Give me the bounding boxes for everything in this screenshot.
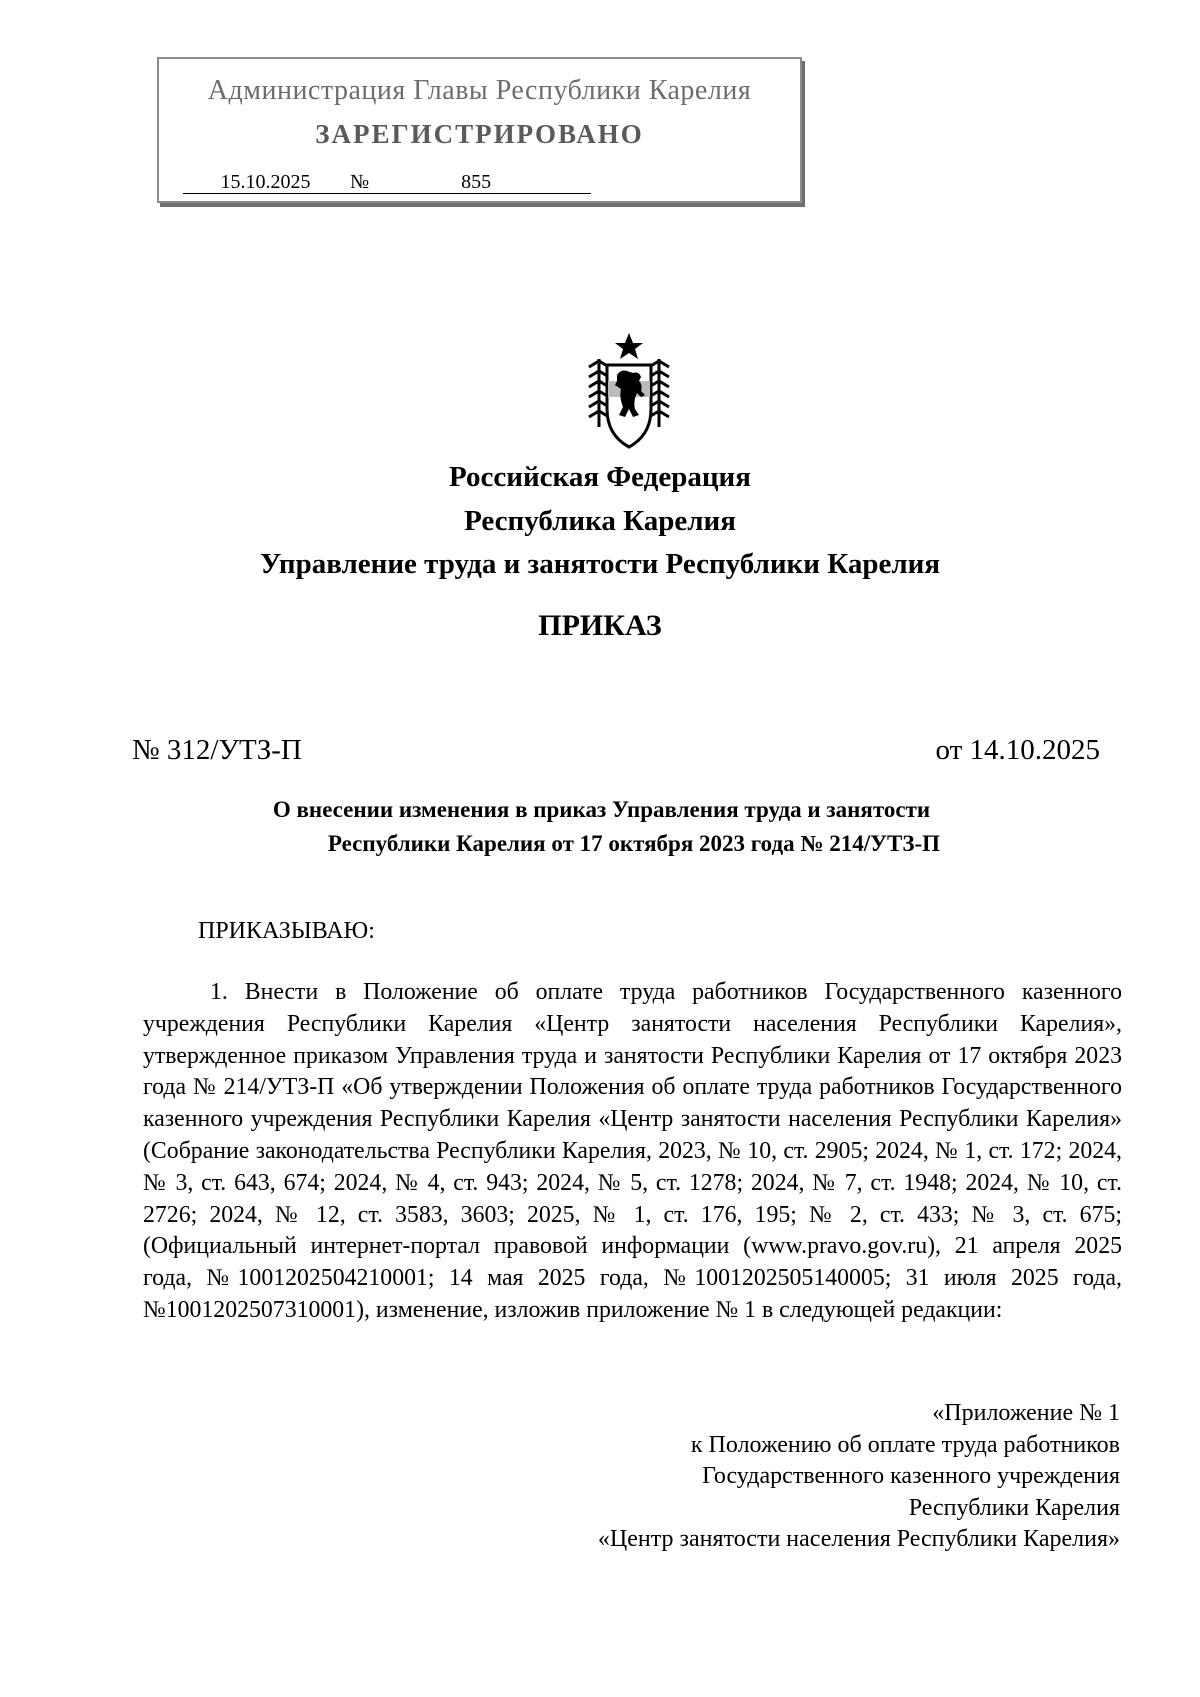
body-paragraph-1: 1. Внести в Положение об оплате труда работников Государственного казенного учреждения Республики Карелия «Центр занятости населения Республики Карелия», утвержденное приказом Управления труда и занятости Республики Карелия от 17 октября 2023 года № 214/УТЗ-П «Об утверждении Положения об оплате труда работников Государственного казенного учреждения Республики Карелия «Центр занятости населения Республики Карелия» (Собрание законодательства Республики Карелия, 2023, № 10, ст. 2905; 2024, № 1, ст. 172; 2024, № 3, ст. 643, 674; 2024, № 4, ст. 943; 2024, № 5, ст. 1278; 2024, № 7, ст. 1948; 2024, № 10, ст. 2726; 2024, № 12, ст. 3583, 3603; 2025, № 1, ст. 176, 195; № 2, ст. 433; № 3, ст. 675; (Официальный интернет-портал правовой информации (www.pravo.gov.ru), 21 апреля 2025 года, №1001202504210001; 14 мая 2025 года, №1001202505140005; 31 июля 2025 года, №1001202507310001), изменение, изложив приложение № 1 в следующей редакции: xyxy=(143,979,1122,1323)
karelia-coat-of-arms-icon xyxy=(581,331,677,453)
stamp-date: 15.10.2025 xyxy=(183,171,348,194)
document-type-title: ПРИКАЗ xyxy=(538,609,662,642)
registration-stamp xyxy=(157,57,802,203)
order-number: № 312/УТЗ-П xyxy=(132,734,302,766)
stamp-status: ЗАРЕГИСТРИРОВАНО xyxy=(315,119,644,149)
order-date: от 14.10.2025 xyxy=(935,734,1100,766)
appendix-heading xyxy=(598,1398,1120,1556)
header-region: Республика Карелия xyxy=(464,505,736,537)
subject-line-2: Республики Карелия от 17 октября 2023 года № 214/УТЗ-П xyxy=(327,831,941,856)
appendix-line-4: Республики Карелия xyxy=(908,1494,1120,1521)
appendix-line-2: к Положению об оплате труда работников xyxy=(690,1431,1120,1458)
appendix-line-1: «Приложение № 1 xyxy=(932,1400,1120,1426)
order-directive: ПРИКАЗЫВАЮ: xyxy=(198,918,375,944)
header-agency: Управление труда и занятости Республики Карелия xyxy=(259,548,941,580)
stamp-number: 855 xyxy=(371,171,591,194)
stamp-number-sign: № xyxy=(350,171,370,193)
header-country: Российская Федерация xyxy=(449,461,751,493)
stamp-organization: Администрация Главы Республики Карелия xyxy=(207,75,752,106)
subject-line-1: О внесении изменения в приказ Управления труда и занятости xyxy=(272,797,931,822)
appendix-line-5: «Центр занятости населения Республики Карелия» xyxy=(597,1526,1120,1552)
stamp-registration-line xyxy=(183,171,591,194)
appendix-line-3: Государственного казенного учреждения xyxy=(702,1463,1120,1489)
